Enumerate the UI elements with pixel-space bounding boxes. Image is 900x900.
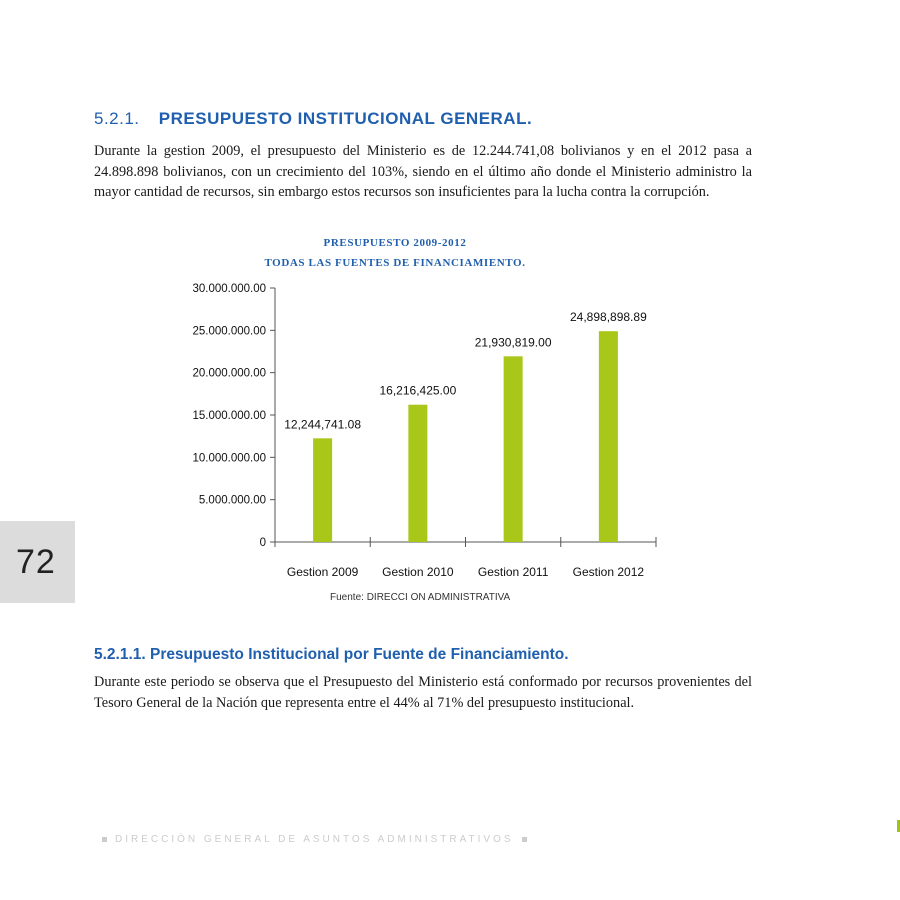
bar-data-label: 16,216,425.00 <box>379 383 457 398</box>
x-category-label: Gestion 2012 <box>572 565 645 579</box>
page-number: 72 <box>16 543 56 581</box>
y-tick-label: 15.000.000.00 <box>192 410 266 422</box>
subsection-paragraph: Durante este periodo se observa que el Presupuesto del Ministerio está conformado por recursos provenientes del Tesoro General de la Nación que representa entre el 44% al 71% del presupuesto institucional. <box>94 674 752 711</box>
section-title: PRESUPUESTO INSTITUCIONAL GENERAL. <box>158 109 533 128</box>
bar <box>599 331 618 542</box>
chart-title: PRESUPUESTO 2009-2012 <box>323 237 467 249</box>
section-paragraph: Durante la gestion 2009, el presupuesto del Ministerio es de 12.244.741,08 bolivianos y en el 2012 pasa a 24.898.898 bolivianos, con un crecimiento del 103%, siendo en el último año donde el Ministerio administro la mayor cantidad de recursos, sin embargo estos recursos son insuficientes para la lucha contra la corrupción. <box>94 143 752 200</box>
page-number-tab <box>0 521 75 603</box>
y-tick-label: 30.000.000.00 <box>192 283 266 295</box>
x-category-label: Gestion 2011 <box>477 565 549 579</box>
bar-data-label: 21,930,819.00 <box>474 335 552 350</box>
bar <box>313 438 332 542</box>
bar-data-label: 24,898,898.89 <box>570 310 647 325</box>
bar-data-label: 12,244,741.08 <box>284 417 361 432</box>
footer-square-icon <box>102 837 107 842</box>
footer-text: DIRECCIÓN GENERAL DE ASUNTOS ADMINISTRATIVOS <box>115 834 514 845</box>
y-tick-label: 10.000.000.00 <box>192 452 266 465</box>
chart-source: Fuente: DIRECCI ON ADMINISTRATIVA <box>330 592 511 603</box>
bar <box>504 356 523 542</box>
y-tick-label: 5.000.000.00 <box>198 494 266 507</box>
footer-square-icon <box>522 837 527 842</box>
y-tick-label: 0 <box>259 537 266 549</box>
page-footer <box>94 834 535 845</box>
y-tick-label: 20.000.000.00 <box>192 367 266 380</box>
section-number: 5.2.1. <box>94 109 140 128</box>
subsection-title: 5.2.1.1. Presupuesto Institucional por Fuente de Financiamiento. <box>94 646 569 663</box>
chart-subtitle: TODAS LAS FUENTES DE FINANCIAMIENTO. <box>264 257 526 269</box>
y-tick-label: 25.000.000.00 <box>192 325 266 338</box>
bar <box>408 405 427 542</box>
x-category-label: Gestion 2009 <box>286 565 359 579</box>
x-category-label: Gestion 2010 <box>382 565 454 579</box>
